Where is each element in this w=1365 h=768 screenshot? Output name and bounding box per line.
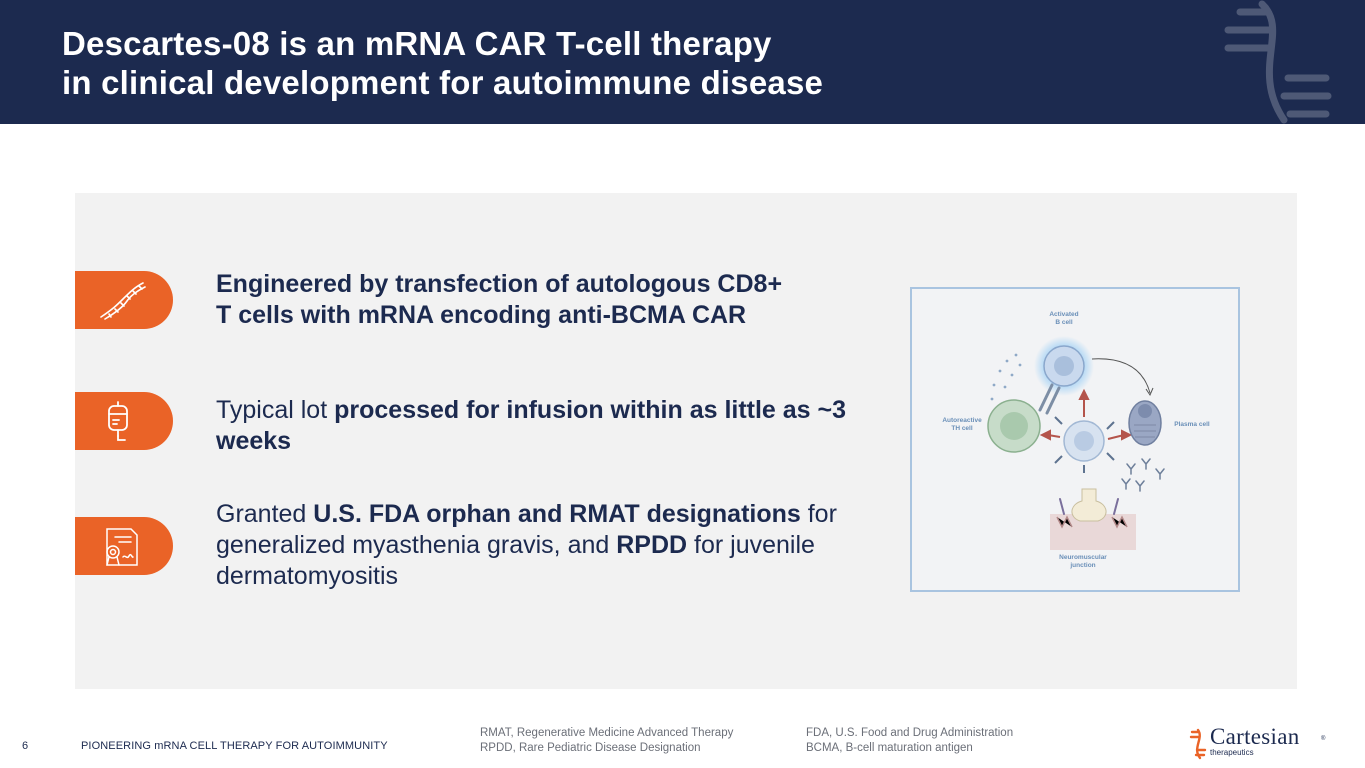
footnote-rmat: RMAT, Regenerative Medicine Advanced Therapy	[480, 727, 734, 739]
footnote-fda: FDA, U.S. Food and Drug Administration	[806, 727, 1014, 739]
dna-icon	[97, 279, 149, 321]
bullet-2-tab	[75, 392, 173, 450]
footnote-left	[480, 726, 733, 756]
header-bar	[0, 0, 1365, 124]
label-neuromuscular-junction: Neuromuscular junction	[1059, 554, 1107, 569]
label-activated-b-cell: Activated B cell	[1049, 311, 1079, 326]
iv-bag-icon	[97, 400, 143, 444]
logo-registered-mark: ®	[1321, 736, 1326, 742]
footnote-right	[806, 726, 1013, 756]
footer-tagline: PIONEERING mRNA CELL THERAPY FOR AUTOIMMUNITY	[81, 740, 388, 752]
bullet-2-pre: Typical lot	[216, 396, 335, 424]
bullet-1-text	[216, 269, 876, 331]
logo-subtitle: therapeutics	[1210, 748, 1254, 757]
title-line-2: in clinical development for autoimmune disease	[62, 64, 824, 101]
mechanism-illustration	[912, 289, 1238, 590]
bullet-1-tab	[75, 271, 173, 329]
logo-helix-icon	[1188, 728, 1208, 760]
page-title	[62, 24, 823, 102]
company-logo	[1188, 726, 1338, 760]
bullet-3-post: for juvenile dermatomyositis	[216, 531, 815, 590]
page-number: 6	[22, 740, 29, 752]
bullet-3-text	[216, 499, 876, 592]
bullet-3-bold-2: RPDD	[616, 531, 688, 559]
certificate-icon	[97, 525, 143, 569]
bullet-3-tab	[75, 517, 173, 575]
bullet-3-bold-1: U.S. FDA orphan and RMAT designations	[313, 500, 801, 528]
bullet-1-line-2: T cells with mRNA encoding anti-BCMA CAR	[216, 301, 747, 329]
helix-decoration-icon	[1210, 0, 1340, 124]
label-autoreactive-t-cell: Autoreactive TH cell	[942, 417, 982, 432]
bullet-3-mid: for generalized myasthenia gravis, and	[216, 500, 837, 559]
bullet-3-pre: Granted	[216, 500, 314, 528]
logo-wordmark: Cartesian	[1210, 724, 1300, 749]
footnote-rpdd: RPDD, Rare Pediatric Disease Designation	[480, 742, 701, 754]
bullet-2-bold: processed for infusion within as little as ~3 weeks	[216, 396, 847, 455]
bullet-1-line-1: Engineered by transfection of autologous CD8+	[216, 270, 783, 298]
mechanism-figure	[910, 287, 1240, 592]
label-plasma-cell: Plasma cell	[1174, 421, 1210, 428]
title-line-1: Descartes-08 is an mRNA CAR T-cell therapy	[62, 25, 772, 62]
footnote-bcma: BCMA, B-cell maturation antigen	[806, 742, 973, 754]
bullet-2-text	[216, 395, 876, 457]
